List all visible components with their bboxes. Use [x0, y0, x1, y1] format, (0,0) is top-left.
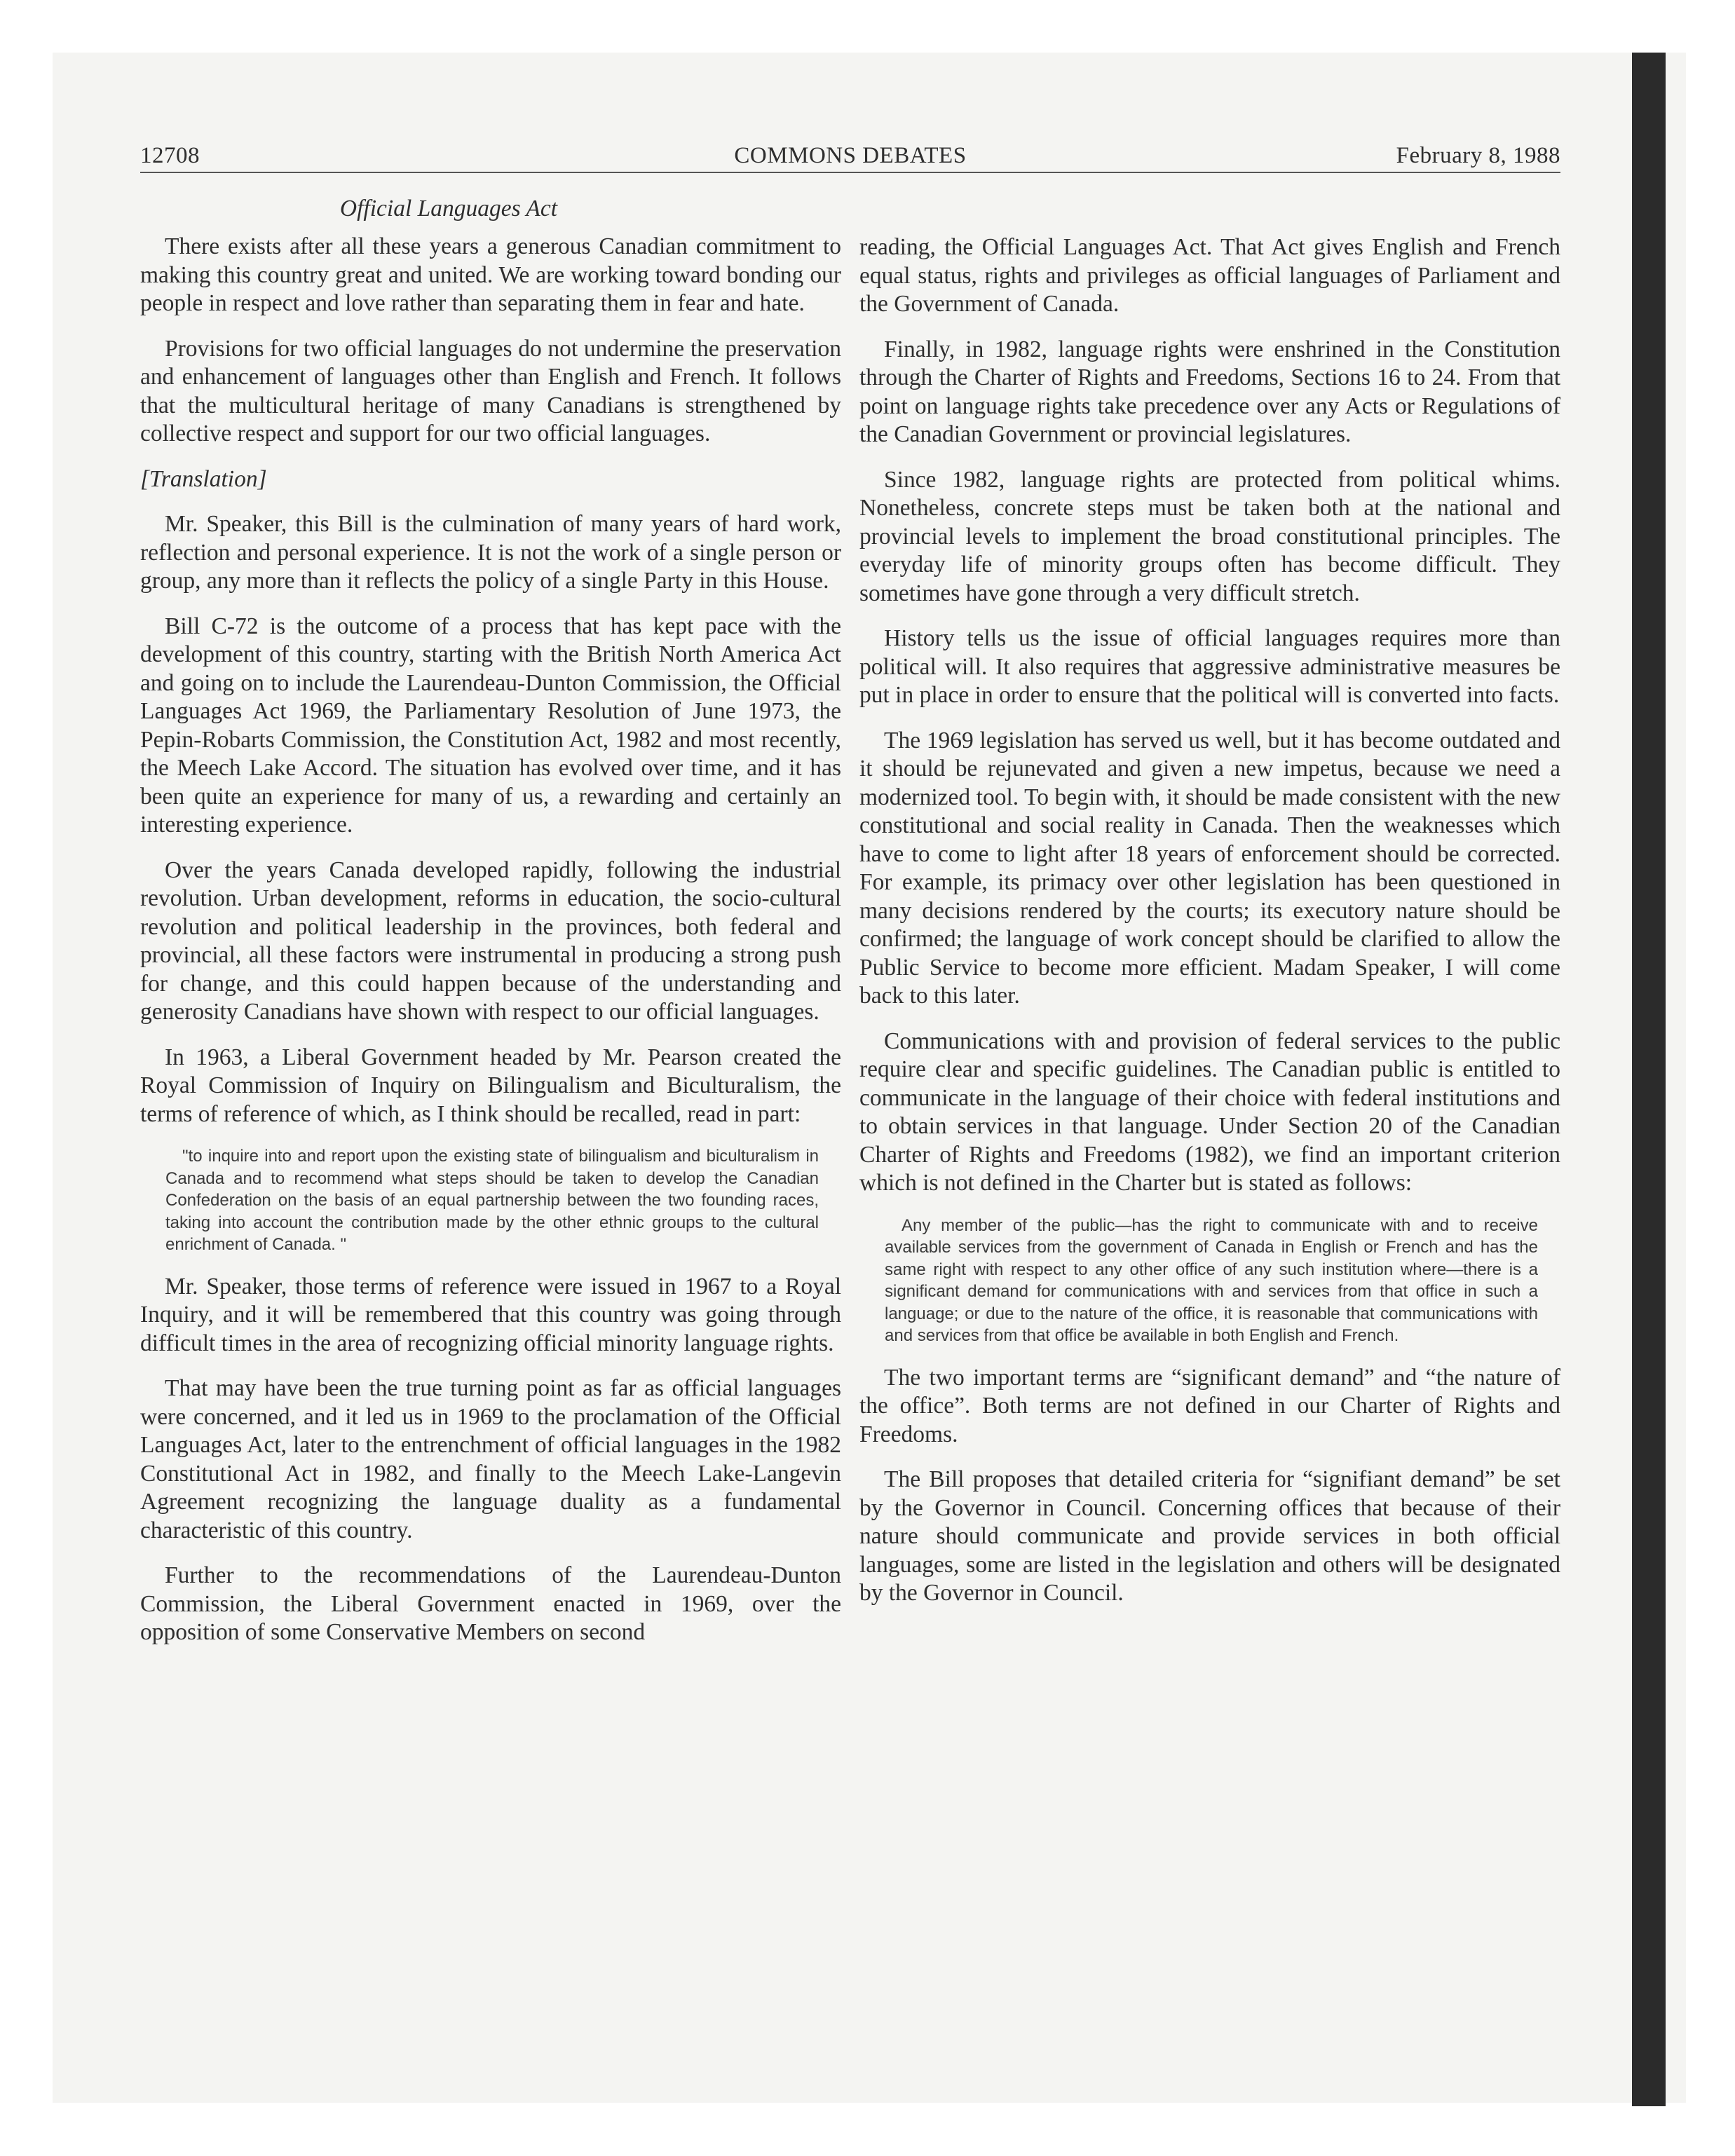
paragraph: In 1963, a Liberal Government headed by Mr. Pearson created the Royal Commission of Inquiry on Bilingualism and Biculturalism, the terms of reference of which, as I think should be recalled, read in part:: [140, 1044, 841, 1127]
scan-edge: [1632, 53, 1666, 2106]
paragraph: Mr. Speaker, those terms of reference were issued in 1967 to a Royal Inquiry, and it will be remembered that this country was going through difficult times in the area of recognizing official minority language rights.: [140, 1273, 841, 1356]
paragraph: The Bill proposes that detailed criteria for “signifiant demand” be set by the Governor in Council. Concerning offices that because of their nature should communicate and provide services in both official languages, some are listed in the legislation and others will be designated by the Governor in Council.: [859, 1466, 1560, 1606]
paragraph-continued: reading, the Official Languages Act. That Act gives English and French equal status, rights and privileges as official languages of Parliament and the Government of Canada.: [859, 234, 1560, 317]
left-column: [140, 195, 841, 1664]
block-quote: "to inquire into and report upon the existing state of bilingualism and biculturalism in Canada and to recommend what steps should be taken to develop the Canadian Confederation on the basis of an equal partnership between the two founding races, taking into account the contribution made by the other ethnic groups to the cultural enrichment of Canada. ": [165, 1147, 819, 1254]
paragraph: There exists after all these years a generous Canadian commitment to making this country great and united. We are working toward bonding our people in respect and love rather than separating them in fear and hate.: [140, 233, 841, 316]
paragraph: Further to the recommendations of the Laurendeau-Dunton Commission, the Liberal Government enacted in 1969, over the opposition of some Conservative Members on second: [140, 1562, 841, 1645]
header-rule: [140, 172, 1560, 173]
page-number: 12708: [140, 143, 200, 168]
paragraph: That may have been the true turning point as far as official languages were concerned, and it led us in 1969 to the proclamation of the Official Languages Act, later to the entrenchment of official languages in the 1982 Constitutional Act in 1982, and finally to the Meech Lake-Langevin Agreement recognizing the language duality as a fundamental characteristic of this country.: [140, 1375, 841, 1543]
paragraph: History tells us the issue of official languages requires more than political will. It also requires that aggressive administrative measures be put in place in order to ensure that the political will is converted into facts.: [859, 625, 1560, 708]
paragraph: Finally, in 1982, language rights were enshrined in the Constitution through the Charter of Rights and Freedoms, Sections 16 to 24. From that point on language rights take precedence over any Acts or Regulations of the Canadian Government or provincial legislatures.: [859, 336, 1560, 447]
paragraph: The 1969 legislation has served us well, but it has become outdated and it should be rejunevated and given a new impetus, because we need a modernized tool. To begin with, it should be made consistent with the new constitutional and social reality in Canada. Then the weaknesses which have to come to light after 18 years of enforcement should be corrected. For example, its primacy over other legislation has been questioned in many decisions rendered by the courts; its executory nature should be confirmed; the language of work concept should be clarified to allow the Public Service to become more efficient. Madam Speaker, I will come back to this later.: [859, 727, 1560, 1009]
paragraph: The two important terms are “significant demand” and “the nature of the office”. Both terms are not defined in our Charter of Rights and Freedoms.: [859, 1364, 1560, 1447]
running-header: [140, 143, 1560, 174]
publication-title: COMMONS DEBATES: [734, 143, 967, 168]
header-date: February 8, 1988: [1396, 143, 1560, 168]
paragraph: Communications with and provision of federal services to the public require clear and specific guidelines. The Canadian public is entitled to communicate in the language of their choice with federal institutions and to obtain services in that language. Under Section 20 of the Canadian Charter of Rights and Freedoms (1982), we find an important criterion which is not defined in the Charter but is stated as follows:: [859, 1028, 1560, 1196]
translation-tag: [Translation]: [140, 465, 267, 492]
paragraph: Bill C-72 is the outcome of a process that has kept pace with the development of this country, starting with the British North America Act and going on to include the Laurendeau-Dunton Commission, the Official Languages Act 1969, the Parliamentary Resolution of June 1973, the Pepin-Robarts Commission, the Constitution Act, 1982 and most recently, the Meech Lake Accord. The situation has evolved over time, and it has been quite an experience for many of us, a rewarding and certainly an interesting experience.: [140, 613, 841, 838]
right-column: [859, 233, 1560, 1625]
paragraph: Provisions for two official languages do not undermine the preservation and enhancement of languages other than English and French. It follows that the multicultural heritage of many Canadians is strengthened by collective respect and support for our two official languages.: [140, 335, 841, 446]
block-quote: Any member of the public—has the right to communicate with and to receive available services from the government of Canada in English or French and has the same right with respect to any other office of any such institution where—there is a significant demand for communications with and services from that office in such a language; or due to the nature of the office, it is reasonable that communications with and services from that office be available in both English and French.: [885, 1215, 1538, 1345]
paragraph: Over the years Canada developed rapidly, following the industrial revolution. Urban development, reforms in education, the socio-cultural revolution and political leadership in the provinces, both federal and provincial, all these factors were instrumental in producing a strong push for change, and this could happen because of the understanding and generosity Canadians have shown with respect to our official languages.: [140, 857, 841, 1025]
subheading-text: Official Languages Act: [339, 196, 558, 221]
section-subheading: [140, 195, 841, 223]
paragraph: Since 1982, language rights are protected from political whims. Nonetheless, concrete steps must be taken both at the national and provincial levels to implement the broad constitutional principles. The everyday life of minority groups often has become difficult. They sometimes have gone through a very difficult stretch.: [859, 466, 1560, 606]
paragraph: Mr. Speaker, this Bill is the culmination of many years of hard work, reflection and personal experience. It is not the work of a single person or group, any more than it reflects the policy of a single Party in this House.: [140, 511, 841, 594]
